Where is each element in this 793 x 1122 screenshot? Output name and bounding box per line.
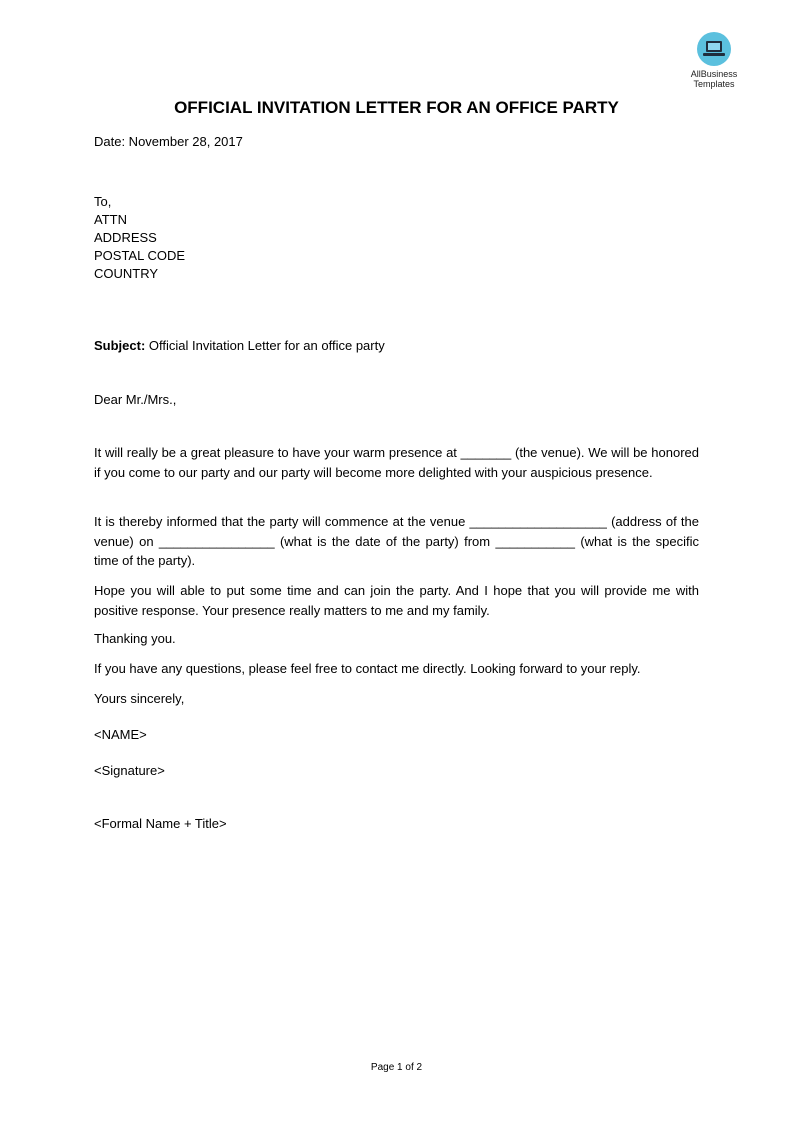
paragraph-1: It will really be a great pleasure to have your warm presence at _______ (the venue). We will be honored if you come to our party and our party will become more delighted with your auspicious presence. <box>94 445 699 480</box>
recipient-country: COUNTRY <box>94 266 159 281</box>
signature-placeholder: <Signature> <box>94 763 165 778</box>
subject-line <box>94 337 385 355</box>
date-line: Date: November 28, 2017 <box>94 134 243 149</box>
recipient-to: To, <box>94 194 112 209</box>
subject-label: Subject: <box>94 338 146 353</box>
paragraph-4: Thanking you. <box>94 631 176 646</box>
logo-line-2: Templates <box>693 79 735 89</box>
recipient-postal: POSTAL CODE <box>94 248 186 263</box>
subject-text: Official Invitation Letter for an office party <box>145 338 385 353</box>
salutation: Dear Mr./Mrs., <box>94 392 177 407</box>
paragraph-3: Hope you will able to put some time and can join the party. And I hope that you will provide me with positive response. Your presence really matters to me and my family. <box>94 583 699 618</box>
paragraph-2: It is thereby informed that the party will commence at the venue ___________________ (address of the venue) on ________________ (what is the date of the party) from ___________ (what is the specific time of the party). <box>94 514 699 568</box>
logo-text <box>682 69 746 89</box>
recipient-address: ADDRESS <box>94 230 157 245</box>
brand-logo <box>682 32 746 89</box>
logo-line-1: AllBusiness <box>690 69 738 79</box>
name-placeholder: <NAME> <box>94 727 147 742</box>
recipient-block <box>94 193 185 283</box>
recipient-attn: ATTN <box>94 212 127 227</box>
paragraph-5: If you have any questions, please feel free to contact me directly. Looking forward to your reply. <box>94 661 641 676</box>
page-number: Page 1 of 2 <box>370 1062 423 1073</box>
formal-name-placeholder: <Formal Name + Title> <box>94 816 227 831</box>
closing: Yours sincerely, <box>94 691 185 706</box>
document-title: OFFICIAL INVITATION LETTER FOR AN OFFICE PARTY <box>174 98 619 117</box>
laptop-icon <box>697 32 731 66</box>
